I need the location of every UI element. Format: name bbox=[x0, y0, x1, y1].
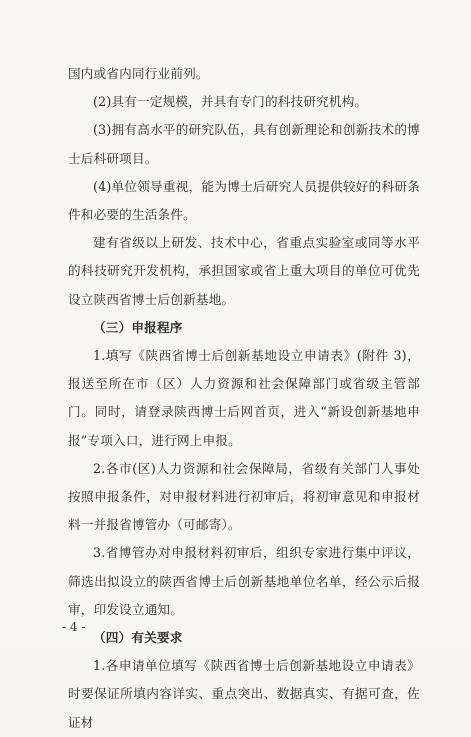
section-heading-requirements: （四）有关要求 bbox=[93, 630, 183, 646]
paragraph-condition-4: (4)单位领导重视，能为博士后研究人员提供较好的科研条件和必要的生活条件。 bbox=[68, 178, 420, 223]
paragraph-condition-2: (2)具有一定规模，并具有专门的科技研究机构。 bbox=[93, 94, 368, 110]
section-heading-application-procedure: （三）申报程序 bbox=[93, 319, 183, 335]
page-number: - 4 - bbox=[62, 620, 86, 634]
paragraph-continuation: 国内或省内同行业前列。 bbox=[68, 66, 209, 81]
paragraph-condition-3: (3)拥有高水平的研究队伍，具有创新理论和创新技术的博士后科研项目。 bbox=[68, 122, 420, 166]
paragraph-priority-note: 建有省级以上研发、技术中心，省重点实验室或同等水平的科技研究开发机构，承担国家或省上重大项目的单位可优先设立陕西省博士后创新基地。 bbox=[68, 235, 420, 307]
paragraph-procedure-step-1: 1.填写《陕西省博士后创新基地设立申请表》(附件 3)，报送至所在市（区）人力资源和社会保障部门或省级主管部门。同时，请登录陕西博士后网首页，进入“新设创新基地申报”专项入口，进行网上申报。 bbox=[68, 348, 420, 448]
paragraph-procedure-step-2: 2.各市(区)人力资源和社会保障局，省级有关部门人事处按照申报条件，对申报材料进行初审后，将初审意见和申报材料一并报省博管办（可邮寄）。 bbox=[68, 460, 420, 533]
paragraph-procedure-step-3: 3.省博管办对申报材料初审后，组织专家进行集中评议，筛选出拟设立的陕西省博士后创新基地单位名单，经公示后报审，印发设立通知。 bbox=[68, 545, 420, 617]
document-body bbox=[68, 60, 420, 737]
paragraph-requirement-1: 1.各申请单位填写《陕西省博士后创新基地设立申请表》时要保证所填内容详实、重点突出、数据真实、有据可查，佐证材 bbox=[68, 658, 420, 730]
